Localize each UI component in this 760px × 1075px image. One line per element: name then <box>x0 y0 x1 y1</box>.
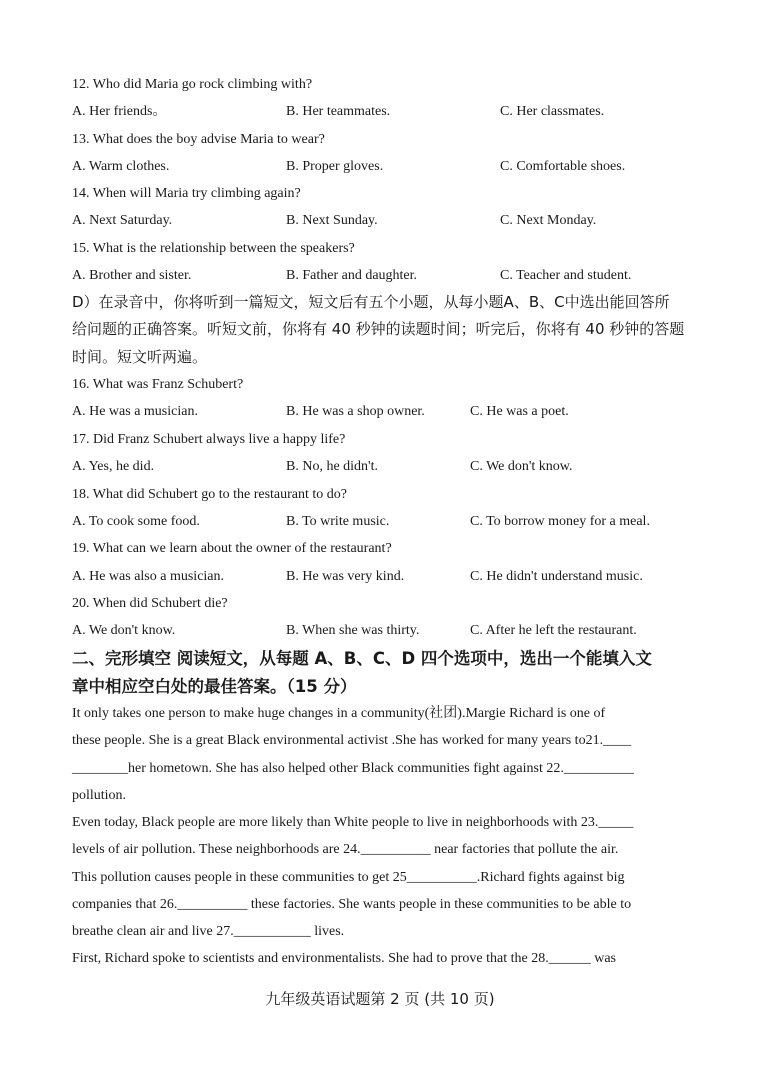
section-2-heading-line-2: 章中相应空白处的最佳答案。（15 分） <box>72 677 357 696</box>
option-18a: A. To cook some food. <box>72 514 200 529</box>
option-13a: A. Warm clothes. <box>72 159 170 174</box>
question-15: 15. What is the relationship between the speakers? <box>72 241 355 256</box>
option-14c: C. Next Monday. <box>500 213 597 228</box>
option-20a: A. We don't know. <box>72 623 176 638</box>
question-18: 18. What did Schubert go to the restaurant to do? <box>72 487 348 502</box>
option-19b: B. He was very kind. <box>286 569 405 584</box>
section-2-heading-line-1: 二、完形填空 阅读短文，从每题 A、B、C、D 四个选项中，选出一个能填入文 <box>72 649 652 668</box>
passage-line-3: ________her hometown. She has also helped other Black communities fight against 22.__________ <box>72 761 634 776</box>
passage-line-6: levels of air pollution. These neighborhoods are 24.__________ near factories that pollute the air. <box>72 842 619 857</box>
passage-line-8: companies that 26.__________ these factories. She wants people in these communities to be able to <box>72 897 632 912</box>
option-16c: C. He was a poet. <box>470 404 569 419</box>
question-16: 16. What was Franz Schubert? <box>72 377 244 392</box>
passage-line-7: This pollution causes people in these communities to get 25__________.Richard fights against big <box>72 870 625 885</box>
passage-line-4: pollution. <box>72 788 127 803</box>
option-13b: B. Proper gloves. <box>286 159 384 174</box>
page-footer: 九年级英语试题第 2 页 (共 10 页) <box>265 990 495 1008</box>
passage-line-2: these people. She is a great Black environmental activist .She has worked for many years to21.____ <box>72 733 632 748</box>
passage-line-5: Even today, Black people are more likely than White people to live in neighborhoods with 23._____ <box>72 815 634 830</box>
question-12: 12. Who did Maria go rock climbing with? <box>72 77 313 92</box>
option-16b: B. He was a shop owner. <box>286 404 425 419</box>
option-20b: B. When she was thirty. <box>286 623 420 638</box>
option-17c: C. We don't know. <box>470 459 573 474</box>
option-14a: A. Next Saturday. <box>72 213 173 228</box>
option-19c: C. He didn't understand music. <box>470 569 643 584</box>
option-20c: C. After he left the restaurant. <box>470 623 637 638</box>
option-19a: A. He was also a musician. <box>72 569 225 584</box>
passage-line-10: First, Richard spoke to scientists and environmentalists. She had to prove that the 28.______ was <box>72 951 616 966</box>
option-18c: C. To borrow money for a meal. <box>470 514 650 529</box>
question-17: 17. Did Franz Schubert always live a happy life? <box>72 432 346 447</box>
passage-line-9: breathe clean air and live 27.___________ lives. <box>72 924 345 939</box>
question-19: 19. What can we learn about the owner of the restaurant? <box>72 541 392 556</box>
section-d-instruction-line-3: 时间。短文听两遍。 <box>72 348 208 366</box>
option-17b: B. No, he didn't. <box>286 459 378 474</box>
option-15b: B. Father and daughter. <box>286 268 418 283</box>
question-20: 20. When did Schubert die? <box>72 596 228 611</box>
option-15a: A. Brother and sister. <box>72 268 192 283</box>
option-12b: B. Her teammates. <box>286 104 391 119</box>
option-18b: B. To write music. <box>286 514 390 529</box>
question-14: 14. When will Maria try climbing again? <box>72 186 301 201</box>
option-15c: C. Teacher and student. <box>500 268 632 283</box>
option-12c: C. Her classmates. <box>500 104 605 119</box>
option-17a: A. Yes, he did. <box>72 459 155 474</box>
option-14b: B. Next Sunday. <box>286 213 378 228</box>
option-16a: A. He was a musician. <box>72 404 198 419</box>
section-d-instruction-line-1: D）在录音中，你将听到一篇短文，短文后有五个小题，从每小题A、B、C中选出能回答所 <box>72 293 670 311</box>
passage-line-1: It only takes one person to make huge changes in a community(社团).Margie Richard is one of <box>72 706 606 721</box>
option-13c: C. Comfortable shoes. <box>500 159 626 174</box>
question-13: 13. What does the boy advise Maria to wear? <box>72 132 325 147</box>
option-12a: A. Her friends。 <box>72 104 167 119</box>
section-d-instruction-line-2: 给问题的正确答案。听短文前，你将有 40 秒钟的读题时间；听完后，你将有 40 秒钟的答题 <box>72 320 685 338</box>
